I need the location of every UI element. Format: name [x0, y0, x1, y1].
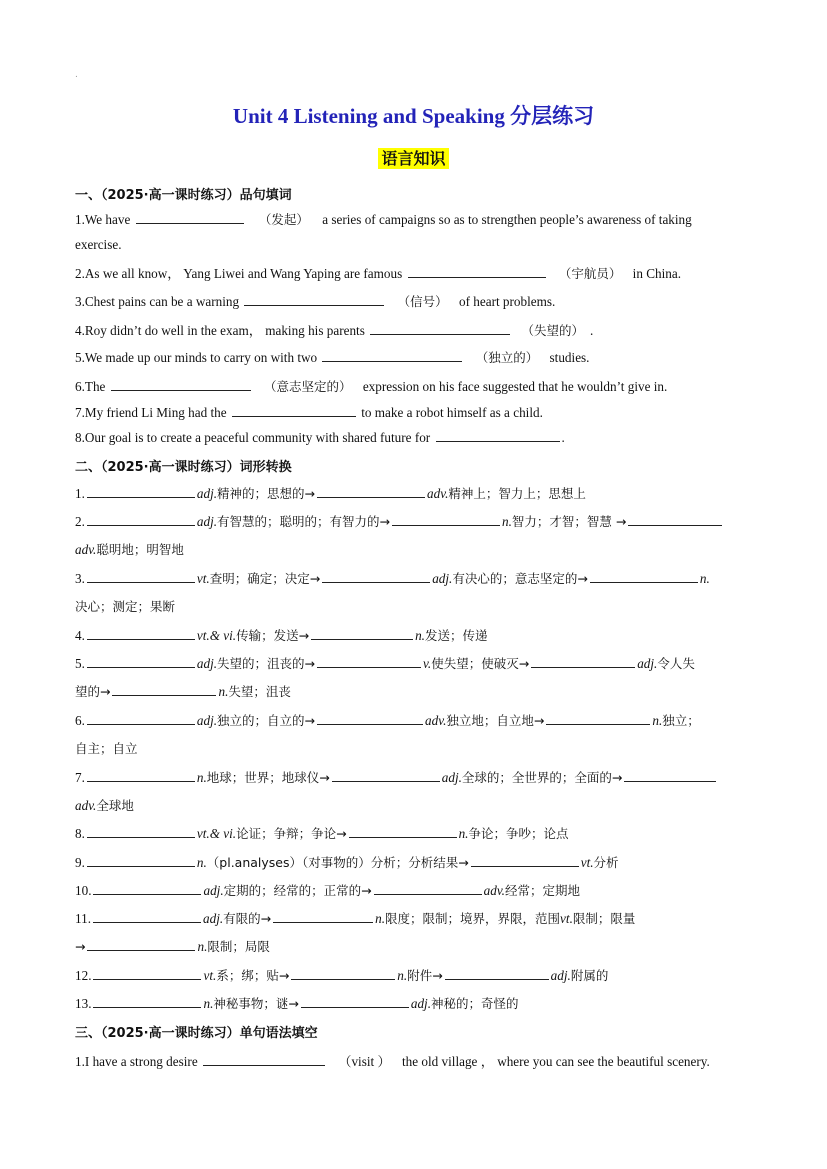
exercise-line: 1. adj.精神的；思想的→ adv.精神上；智力上；思想上 — [75, 486, 586, 501]
line-text: . — [561, 430, 565, 445]
answer-blank[interactable] — [332, 769, 440, 782]
answer-blank[interactable] — [590, 570, 698, 583]
exercise-line — [75, 263, 681, 282]
hint-text: （发起） — [258, 212, 309, 227]
line-text: 1.I have a strong desire — [75, 1054, 198, 1069]
exercise-line: 望的→ n.失望；沮丧 — [75, 684, 291, 699]
exercise-line: adv.聪明地；明智地 — [75, 542, 184, 557]
exercise-line: 自主；自立 — [75, 741, 138, 756]
line-text: 4.Roy didn’t do well in the exam， making his parents — [75, 323, 365, 338]
answer-blank[interactable] — [93, 995, 201, 1008]
answer-blank[interactable] — [436, 429, 560, 442]
line-text: studies. — [549, 350, 590, 365]
exercise-line: 13. n.神秘事物；谜→ adj.神秘的；奇怪的 — [75, 996, 519, 1011]
exercise-line: 11. adj.有限的→ n.限度；限制；境界，界限，范围vt.限制；限量 — [75, 911, 636, 926]
answer-blank[interactable] — [408, 265, 546, 278]
line-text: 8.Our goal is to create a peaceful community with shared future for — [75, 430, 431, 445]
exercise-line — [75, 1051, 710, 1070]
section-subtitle — [0, 146, 827, 169]
exercise-line: 5. adj.失望的；沮丧的→ v.使失望；使破灭→ adj.令人失 — [75, 656, 695, 671]
exercise-line — [75, 320, 593, 339]
answer-blank[interactable] — [531, 655, 635, 668]
answer-blank[interactable] — [392, 513, 500, 526]
answer-blank[interactable] — [322, 349, 462, 362]
answer-blank[interactable] — [232, 404, 356, 417]
exercise-line: 10. adj.定期的；经常的；正常的→ adv.经常；定期地 — [75, 883, 580, 898]
line-text: 7.My friend Li Ming had the — [75, 405, 227, 420]
exercise-line: 4. vt.& vi.传输；发送→ n.发送；传递 — [75, 628, 488, 643]
answer-blank[interactable] — [317, 712, 423, 725]
answer-blank[interactable] — [317, 485, 425, 498]
exercise-line: adv.全球地 — [75, 798, 134, 813]
exercise-line: 6. adj.独立的；自立的→ adv.独立地；自立地→ n.独立； — [75, 713, 700, 728]
answer-blank[interactable] — [301, 995, 409, 1008]
answer-blank[interactable] — [87, 513, 195, 526]
subtitle-highlight: 语言知识 — [378, 148, 448, 169]
exercise-line: 2. adj.有智慧的；聪明的；有智力的→ n.智力；才智；智慧 → — [75, 512, 724, 530]
exercise-line: 7. n.地球；世界；地球仪→ adj.全球的；全世界的；全面的→ — [75, 768, 718, 786]
answer-blank[interactable] — [87, 712, 195, 725]
answer-blank[interactable] — [93, 967, 201, 980]
exercise-line — [75, 292, 555, 310]
answer-blank[interactable] — [374, 882, 482, 895]
answer-blank[interactable] — [87, 655, 195, 668]
answer-blank[interactable] — [628, 513, 722, 526]
exercise-line: 9. n.（pl.analyses）（对事物的）分析；分析结果→ vt.分析 — [75, 855, 619, 870]
answer-blank[interactable] — [244, 293, 384, 306]
line-text: a series of campaigns so as to strengthen people’s awareness of taking — [322, 212, 692, 227]
answer-blank[interactable] — [87, 769, 195, 782]
section-heading: 三、（2025·高一课时练习）单句语法填空 — [75, 1026, 318, 1041]
exercise-line — [75, 210, 692, 228]
exercise-line: 3. vt.查明；确定；决定→ adj.有决心的；意志坚定的→ n. — [75, 571, 710, 586]
exercise-line — [75, 404, 543, 421]
answer-blank[interactable] — [87, 938, 195, 951]
line-text: 6.The — [75, 379, 106, 394]
hint-text: （visit ） — [338, 1054, 391, 1069]
hint-text: （信号） — [397, 294, 448, 309]
answer-blank[interactable] — [317, 655, 421, 668]
line-text: expression on his face suggested that he wouldn’t give in. — [362, 379, 668, 394]
answer-blank[interactable] — [624, 769, 716, 782]
answer-blank[interactable] — [203, 1053, 325, 1066]
line-text: 2.As we all know， Yang Liwei and Wang Yaping are famous — [75, 266, 403, 281]
hint-text: （失望的） — [521, 323, 584, 338]
line-text: the old village ， where you can see the beautiful scenery. — [401, 1054, 710, 1069]
page-mark: . — [75, 70, 78, 80]
answer-blank[interactable] — [87, 627, 195, 640]
answer-blank[interactable] — [273, 910, 373, 923]
answer-blank[interactable] — [322, 570, 430, 583]
line-text: in China. — [632, 266, 682, 281]
line-text: to make a robot himself as a child. — [361, 405, 543, 420]
exercise-line: 12. vt.系；绑；贴→ n.附件→ adj.附属的 — [75, 968, 609, 983]
answer-blank[interactable] — [87, 485, 195, 498]
line-text: 3.Chest pains can be a warning — [75, 294, 240, 309]
answer-blank[interactable] — [445, 967, 549, 980]
answer-blank[interactable] — [93, 882, 201, 895]
exercise-line — [75, 377, 667, 395]
hint-text: （意志坚定的） — [264, 379, 352, 394]
exercise-line: → n.限制；局限 — [75, 939, 270, 954]
line-text: 1.We have — [75, 212, 131, 227]
line-text: . — [589, 323, 594, 338]
answer-blank[interactable] — [291, 967, 395, 980]
answer-blank[interactable] — [136, 211, 244, 224]
exercise-line: 8. vt.& vi.论证；争辩；争论→ n.争论；争吵；论点 — [75, 826, 569, 841]
line-text: of heart problems. — [458, 294, 556, 309]
answer-blank[interactable] — [546, 712, 650, 725]
exercise-line: 决心；测定；果断 — [75, 599, 176, 614]
hint-text: （宇航员） — [558, 266, 622, 281]
exercise-line — [75, 429, 565, 446]
answer-blank[interactable] — [87, 854, 195, 867]
section-heading: 二、（2025·高一课时练习）词形转换 — [75, 460, 292, 475]
answer-blank[interactable] — [349, 825, 457, 838]
answer-blank[interactable] — [87, 825, 195, 838]
answer-blank[interactable] — [87, 570, 195, 583]
answer-blank[interactable] — [471, 854, 579, 867]
answer-blank[interactable] — [93, 910, 201, 923]
exercise-line: exercise. — [75, 237, 122, 252]
hint-text: （独立的） — [475, 350, 539, 365]
answer-blank[interactable] — [370, 322, 510, 335]
answer-blank[interactable] — [311, 627, 413, 640]
section-heading: 一、（2025·高一课时练习）品句填词 — [75, 188, 292, 203]
answer-blank[interactable] — [111, 378, 251, 391]
page-title: Unit 4 Listening and Speaking 分层练习 — [232, 104, 595, 128]
line-text: 5.We made up our minds to carry on with two — [75, 350, 318, 365]
answer-blank[interactable] — [112, 683, 216, 696]
exercise-line — [75, 348, 589, 366]
